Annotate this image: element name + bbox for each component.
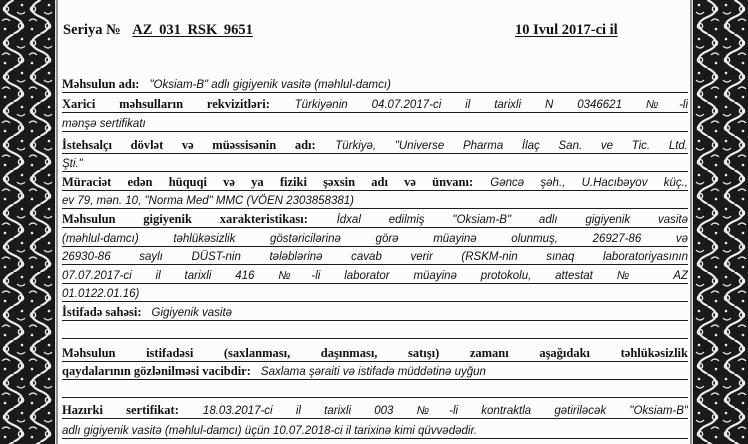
field-safety-rules xyxy=(62,344,688,362)
field-value: adlı gigiyenik vasitə (məhlul-damcı) üçün 10.07.2018-ci il tarixinə kimi qüvvədədir. xyxy=(62,425,478,437)
field-manufacturer xyxy=(62,136,688,154)
field-label: Hazırki sertifikat: xyxy=(62,403,179,417)
field-hygienic-characteristics-cont xyxy=(62,284,688,302)
field-value: İdxal edilmiş "Oksiam-B" adlı gigiyenik vasitə xyxy=(336,214,688,226)
field-label: Məhsulun istifadəsi (saxlanması, daşınması, satışı) zamanı aşağıdakı təhlükəsizlik xyxy=(62,346,688,360)
series-number: AZ 031 RSK 9651 xyxy=(132,22,253,38)
field-applicant xyxy=(62,173,688,191)
field-label: qaydalarının gözlənilməsi vacibdir: xyxy=(62,364,251,378)
field-validity-cont xyxy=(62,421,688,439)
certificate-date: 10 Ivul 2017-ci il xyxy=(515,22,618,38)
certificate-header xyxy=(63,20,253,40)
blank-rule-line xyxy=(62,321,688,339)
field-value: Şti." xyxy=(62,158,83,170)
field-hygienic-characteristics-cont xyxy=(62,266,688,284)
field-hygienic-characteristics-cont xyxy=(62,229,688,247)
field-value: Türkiyənin 04.07.2017-ci il tarixli N 0346621 №-li xyxy=(294,99,688,111)
field-manufacturer-cont xyxy=(62,154,688,172)
field-value: 18.03.2017-ci il tarixli 003 №-li kontraktla gətiriləcək "Oksiam-B" xyxy=(202,405,688,417)
field-value: mənşə sertifikatı xyxy=(62,118,146,130)
field-value: 07.07.2017-ci il tarixli 416 №-li laborator müayinə protokolu, attestat № AZ xyxy=(62,270,688,282)
field-foreign-requisites xyxy=(62,95,688,113)
field-label: Məhsulun adı: xyxy=(62,77,140,91)
field-hygienic-characteristics xyxy=(62,210,688,228)
field-value: (məhlul-damcı) təhlükəsizlik göstəricilərinə görə müayinə olunmuş, 26927-86 və xyxy=(62,233,688,245)
border-ornament-right xyxy=(690,0,748,444)
field-label: Məhsulun gigiyenik xarakteristikası: xyxy=(62,212,308,226)
blank-rule-line xyxy=(62,380,688,398)
field-value: ev 79, mən. 10, "Norma Med" MMC (VÖEN 2303858381) xyxy=(62,195,354,207)
field-value: "Oksiam-B" adlı gigiyenik vasitə (məhlul-damcı) xyxy=(149,79,391,91)
field-label: Xarici məhsulların rekvizitləri: xyxy=(62,97,270,111)
field-foreign-requisites-cont xyxy=(62,114,688,132)
field-label: Müraciət edən hüquqi və ya fiziki şəxsin adı və ünvanı: xyxy=(62,175,474,189)
field-value: 01.0122.01.16) xyxy=(62,288,140,300)
field-value: Türkiyə, "Universe Pharma İlaç San. ve Tic. Ltd. xyxy=(335,140,688,152)
field-product-name xyxy=(62,75,688,93)
field-usage-area xyxy=(62,303,688,321)
field-safety-rules-cont xyxy=(62,362,688,380)
field-label: İstehsalçı dövlət və müəssisənin adı: xyxy=(62,138,316,152)
field-value: Gigiyenik vasitə xyxy=(151,307,233,319)
field-validity xyxy=(62,401,688,419)
field-value: Saxlama şəraiti və istifadə müddətinə uyğun xyxy=(260,366,486,378)
series-label: Seriya № xyxy=(63,22,121,38)
field-label: İstifadə sahəsi: xyxy=(62,305,142,319)
field-hygienic-characteristics-cont xyxy=(62,247,688,265)
field-value: Gəncə şəh., U.Hacıbəyov küç., xyxy=(490,177,688,189)
field-applicant-cont xyxy=(62,191,688,209)
field-value: 26930-86 saylı DÜST-nin tələblərinə cavab verir (RSKM-nin sınaq laboratoriyasının xyxy=(62,251,688,263)
border-ornament-left xyxy=(0,0,58,444)
